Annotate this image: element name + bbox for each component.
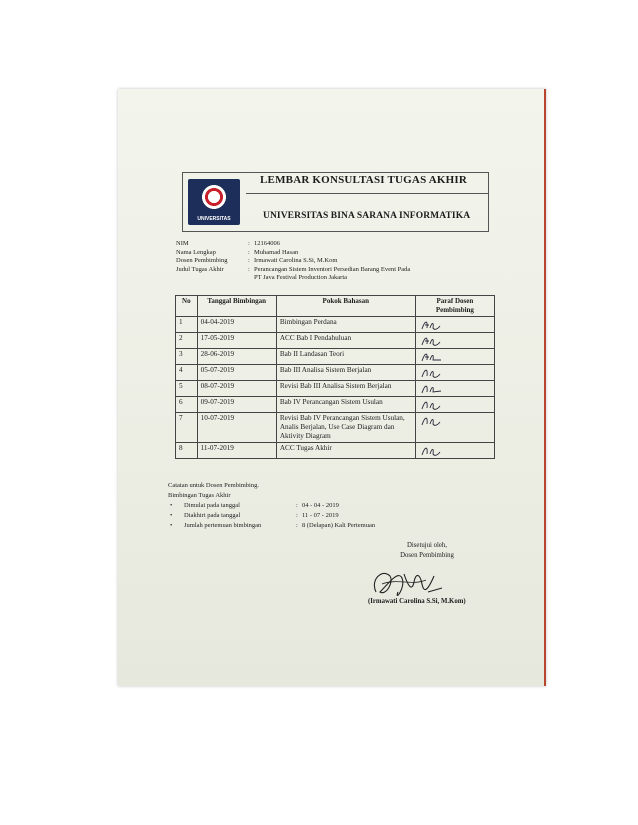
cell-signature [415, 397, 494, 413]
table-row [176, 317, 495, 333]
bullet-icon: • [170, 522, 173, 529]
handwritten-signature [419, 366, 443, 379]
cell-signature [415, 443, 494, 459]
approval-role: Dosen Pembimbing [400, 552, 454, 559]
cell-topic: Revisi Bab IV Perancangan Sistem Usulan, Analis Berjalan, Use Case Diagram dan Aktivity Diagram [276, 413, 415, 443]
notes-heading: Catatan untuk Dosen Pembimbing. [168, 482, 259, 489]
student-info [176, 240, 410, 283]
handwritten-signature [419, 350, 443, 363]
note-value: 11 - 07 - 2019 [302, 512, 339, 519]
handwritten-signature [419, 414, 443, 427]
info-value: Muhamad Hasan [254, 248, 299, 256]
cell-date: 08-07-2019 [197, 381, 276, 397]
cell-topic: ACC Bab I Pendahuluan [276, 333, 415, 349]
table-row [176, 443, 495, 459]
note-label: Dimulai pada tanggal [184, 502, 240, 509]
bullet-icon: • [170, 502, 173, 509]
info-value: Perancangan Sistem Inventori Persedian Barang Event Pada [254, 265, 411, 273]
handwritten-signature [419, 444, 443, 457]
list-item: • Diakhiri pada tanggal : 11 - 07 - 2019 [170, 512, 339, 519]
note-label: Diakhiri pada tanggal [184, 512, 241, 519]
table-row [176, 413, 495, 443]
handwritten-signature [419, 398, 443, 411]
table-row [176, 365, 495, 381]
info-label: Nama Lengkap [176, 248, 216, 256]
info-continuation: PT Java Festival Production Jakarta [254, 274, 348, 281]
col-topic: Pokok Bahasan [276, 296, 415, 317]
cell-no: 1 [176, 317, 198, 333]
table-row [176, 333, 495, 349]
cell-topic: ACC Tugas Akhir [276, 443, 415, 459]
cell-topic: Bimbingan Perdana [276, 317, 415, 333]
cell-signature [415, 381, 494, 397]
cell-topic: Revisi Bab III Analisa Sistem Berjalan [276, 381, 415, 397]
info-value: 12164006 [254, 240, 280, 247]
cell-date: 04-04-2019 [197, 317, 276, 333]
note-label: Jumlah pertemuan bimbingan [184, 522, 262, 529]
cell-no: 8 [176, 443, 198, 459]
consultation-table [175, 295, 495, 459]
info-label: Dosen Pembimbing [176, 257, 228, 264]
info-row: Nama Lengkap : Muhamad Hasan [176, 248, 299, 256]
cell-no: 2 [176, 333, 198, 349]
notes-section [168, 481, 375, 531]
info-value: Irmawati Carolina S.Si, M.Kom [254, 257, 338, 264]
supervisor-name: (Irmawati Carolina S.Si, M.Kom) [368, 598, 466, 605]
emblem-icon [200, 183, 228, 211]
university-name: UNIVERSITAS BINA SARANA INFORMATIKA [263, 211, 471, 221]
cell-signature [415, 365, 494, 381]
cell-signature [415, 349, 494, 365]
header-divider [246, 193, 488, 194]
info-row: Judul Tugas Akhir : Perancangan Sistem Inventori Persedian Barang Event Pada [176, 265, 411, 273]
list-item: • Jumlah pertemuan bimbingan : 8 (Delapan) Kali Pertemuan [170, 522, 376, 529]
form-title: LEMBAR KONSULTASI TUGAS AKHIR [260, 174, 468, 186]
info-row: Dosen Pembimbing : Irmawati Carolina S.Si, M.Kom [176, 257, 338, 264]
cell-date: 17-05-2019 [197, 333, 276, 349]
cell-topic: Bab IV Perancangan Sistem Usulan [276, 397, 415, 413]
university-logo [188, 179, 240, 225]
cell-topic: Bab II Landasan Teori [276, 349, 415, 365]
note-value: 8 (Delapan) Kali Pertemuan [302, 522, 376, 529]
approval-line: Disetujui oleh, [406, 542, 448, 549]
cell-date: 28-06-2019 [197, 349, 276, 365]
cell-signature [415, 333, 494, 349]
notes-subheading: Bimbingan Tugas Akhir [168, 492, 231, 499]
cell-topic: Bab III Analisa Sistem Berjalan [276, 365, 415, 381]
table-row [176, 381, 495, 397]
bullet-icon: • [170, 512, 173, 519]
cell-date: 09-07-2019 [197, 397, 276, 413]
cell-date: 11-07-2019 [197, 443, 276, 459]
cell-no: 6 [176, 397, 198, 413]
cell-signature [415, 413, 494, 443]
handwritten-signature [419, 334, 443, 347]
table-header-row [176, 296, 495, 317]
table-row [176, 349, 495, 365]
cell-no: 3 [176, 349, 198, 365]
info-label: Judul Tugas Akhir [176, 265, 224, 273]
logo-caption: UNIVERSITAS [197, 216, 231, 222]
info-label: NIM [176, 240, 189, 247]
handwritten-signature [419, 318, 443, 331]
cell-no: 5 [176, 381, 198, 397]
form-header [182, 172, 489, 232]
cell-no: 4 [176, 365, 198, 381]
handwritten-signature [419, 382, 443, 395]
col-no: No [176, 296, 198, 317]
cell-date: 10-07-2019 [197, 413, 276, 443]
approval-block [372, 541, 482, 561]
note-value: 04 - 04 - 2019 [302, 502, 339, 509]
cell-no: 7 [176, 413, 198, 443]
info-row: NIM : 12164006 [176, 240, 280, 247]
list-item: • Dimulai pada tanggal : 04 - 04 - 2019 [170, 502, 339, 509]
col-date: Tanggal Bimbingan [197, 296, 276, 317]
col-signature: Paraf Dosen Pembimbing [415, 296, 494, 317]
cell-signature [415, 317, 494, 333]
table-row [176, 397, 495, 413]
cell-date: 05-07-2019 [197, 365, 276, 381]
